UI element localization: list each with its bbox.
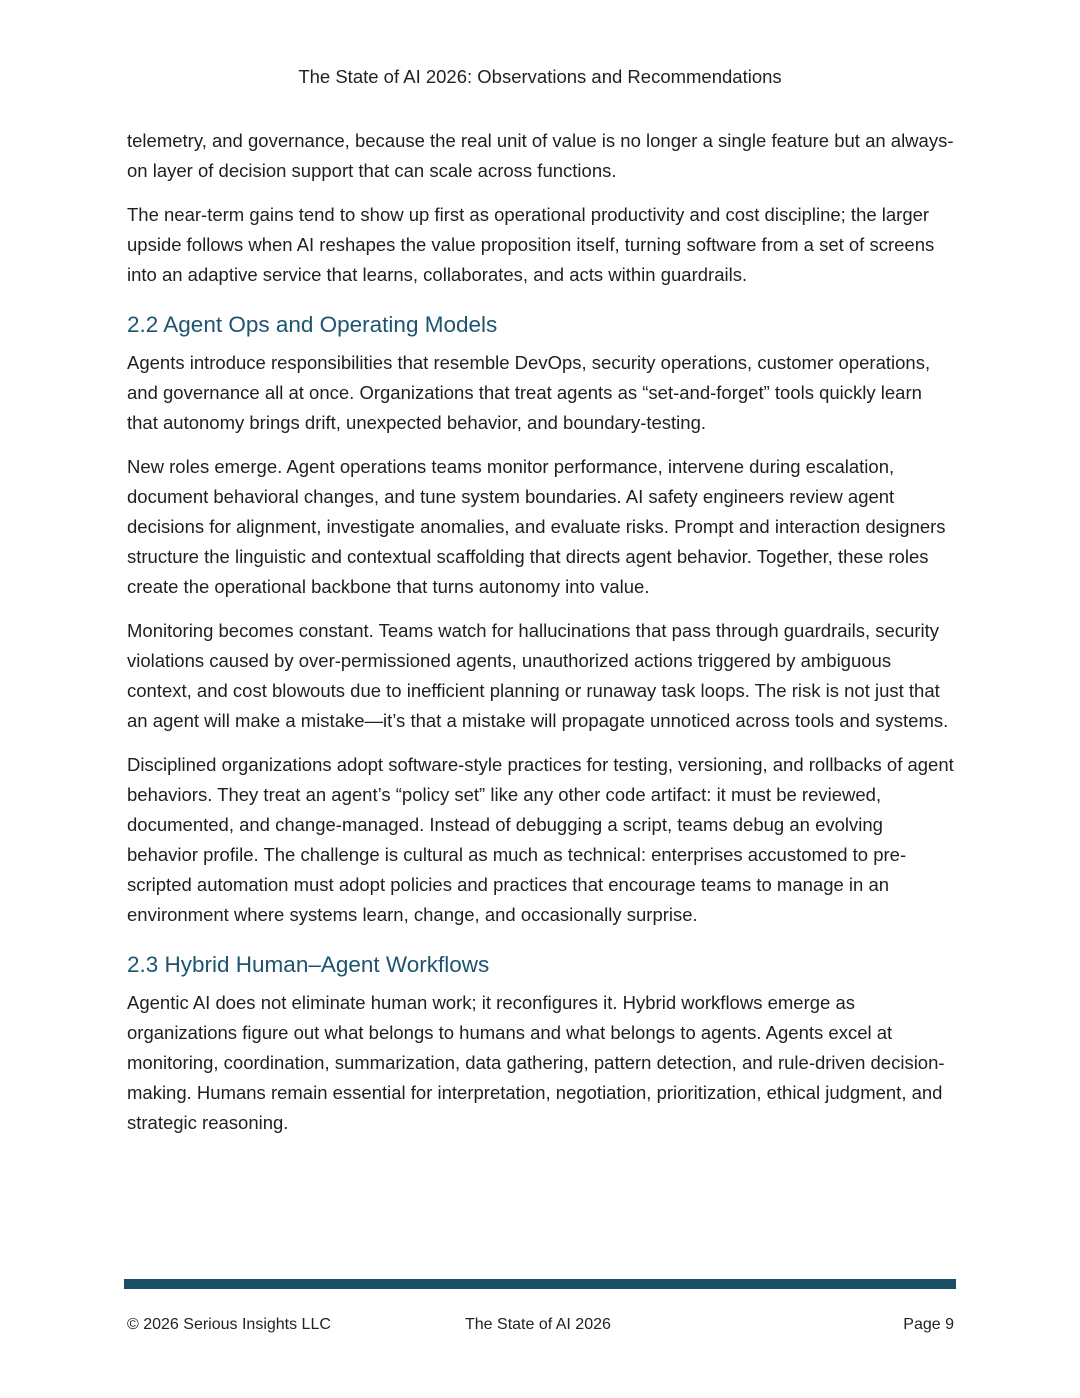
footer-page-number: Page 9: [903, 1316, 954, 1333]
footer-document-title: The State of AI 2026: [465, 1316, 611, 1333]
paragraph: Disciplined organizations adopt software-style practices for testing, versioning, and rollbacks of agent behaviors. They treat an agent’s “policy set” like any other code artifact: it must be reviewed, documented, and change-managed. Instead of debugging a script, teams debug an evolving behavior profile. The challenge is cultural as much as technical: enterprises accustomed to pre-scripted automation must adopt policies and practices that encourage teams to manage in an environment where systems learn, change, and occasionally surprise.: [127, 754, 954, 925]
paragraph: telemetry, and governance, because the real unit of value is no longer a single feature but an always-on layer of decision support that can scale across functions.: [127, 130, 954, 181]
paragraph: Agentic AI does not eliminate human work; it reconfigures it. Hybrid workflows emerge as organizations figure out what belongs to humans and what belongs to agents. Agents excel at monitoring, coordination, summarization, data gathering, pattern detection, and rule-driven decision-making. Humans remain essential for interpretation, negotiation, prioritization, ethical judgment, and strategic reasoning.: [127, 992, 945, 1133]
page-footer: [127, 1313, 954, 1337]
paragraph: Agents introduce responsibilities that resemble DevOps, security operations, customer operations, and governance all at once. Organizations that treat agents as “set-and-forget” tools quickly learn that autonomy brings drift, unexpected behavior, and boundary-testing.: [127, 352, 931, 433]
section-heading-2-3: 2.3 Hybrid Human–Agent Workflows: [127, 952, 490, 977]
footer-rule: [124, 1279, 956, 1289]
paragraph: Monitoring becomes constant. Teams watch for hallucinations that pass through guardrails, security violations caused by over-permissioned agents, unauthorized actions triggered by ambiguous context, and cost blowouts due to inefficient planning or runaway task loops. The risk is not just that an agent will make a mistake—it’s that a mistake will propagate unnoticed across tools and systems.: [127, 620, 949, 731]
footer-copyright: © 2026 Serious Insights LLC: [127, 1316, 331, 1333]
page-body: [127, 126, 957, 1152]
paragraph: The near-term gains tend to show up first as operational productivity and cost discipline; the larger upside follows when AI reshapes the value proposition itself, turning software from a set of screens into an adaptive service that learns, collaborates, and acts within guardrails.: [127, 204, 935, 285]
paragraph: New roles emerge. Agent operations teams monitor performance, intervene during escalation, document behavioral changes, and tune system boundaries. AI safety engineers review agent decisions for alignment, investigate anomalies, and evaluate risks. Prompt and interaction designers structure the linguistic and contextual scaffolding that directs agent behavior. Together, these roles create the operational backbone that turns autonomy into value.: [127, 456, 946, 597]
section-heading-2-2: 2.2 Agent Ops and Operating Models: [127, 312, 498, 337]
running-header: The State of AI 2026: Observations and Recommendations: [298, 66, 782, 87]
